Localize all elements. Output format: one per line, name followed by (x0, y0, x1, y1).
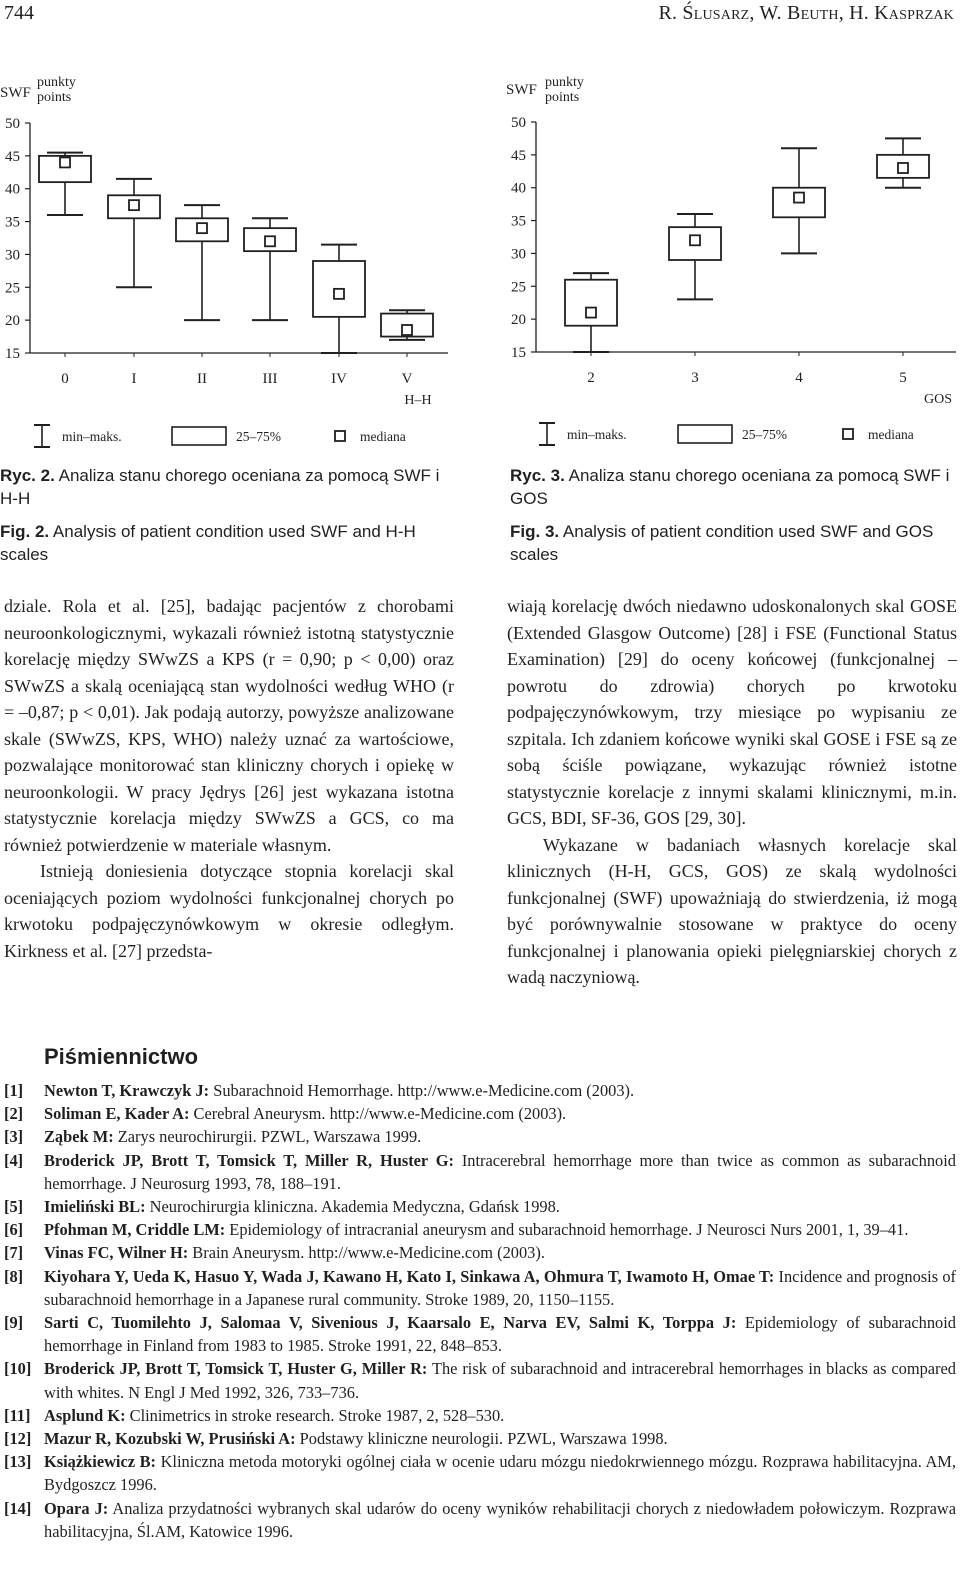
legend-iqr-symbol (678, 425, 732, 443)
y-tick-label: 20 (5, 313, 20, 330)
reference-item (4, 1497, 956, 1543)
legend-iqr-label: 25–75% (236, 429, 281, 444)
reference-citation: Brain Aneurysm. http://www.e-Medicine.com (2003). (188, 1243, 545, 1263)
references-list (4, 1079, 956, 1543)
reference-authors: Newton T, Krawczyk J: (44, 1081, 210, 1100)
y-tick-label: 50 (5, 116, 20, 132)
reference-text (44, 1241, 956, 1264)
legend-median-label: mediana (360, 429, 406, 444)
y-tick-label: 40 (5, 181, 20, 198)
reference-item (4, 1404, 956, 1427)
figure-3-caption-en-text: Analysis of patient condition used SWF and GOS scales (510, 522, 934, 564)
reference-item (4, 1357, 956, 1403)
median-marker (129, 200, 139, 210)
y-tick-label: 25 (5, 280, 20, 297)
reference-number: [12] (4, 1429, 32, 1449)
y-axis-unit-pl: punkty (37, 75, 76, 90)
y-tick-label: 15 (5, 346, 20, 362)
reference-text (44, 1427, 956, 1450)
x-tick-label: I (131, 371, 137, 387)
y-tick-label: 25 (511, 279, 526, 296)
x-axis-label: H–H (404, 393, 432, 408)
x-axis-label: GOS (923, 392, 953, 407)
x-tick-label: II (197, 371, 207, 387)
figure-2-caption-pl-text: Analiza stanu chorego oceniana za pomocą SWF i H-H (0, 466, 440, 508)
body-left-paragraph-2: Istnieją doniesienia dotyczące stopnia korelacji skal oceniających poziom wydolności funkcjonalnej chorych po krwotoku podpajęczynówkowym w okresie odległym. Kirkness et al. [27] przedsta- (4, 861, 454, 961)
reference-authors: Sarti C, Tuomilehto J, Salomaa V, Sivenious J, Kaarsalo E, Narva EV, Salmi K, Torppa J: (44, 1313, 737, 1333)
reference-citation: Clinimetrics in stroke research. Stroke 1987, 2, 528–530. (125, 1405, 505, 1425)
reference-citation: Incidence and prognosis of subarachnoid hemorrhage in a Japanese rural community. Stroke 1989, 20, 1150–1155. (44, 1266, 956, 1309)
y-axis-unit-pl: punkty (545, 75, 584, 90)
x-tick-label: 3 (691, 370, 699, 386)
figure-3-caption-pl (510, 464, 950, 510)
figure-3-caption-pl-label: Ryc. 3. (510, 466, 565, 485)
y-tick-label: 50 (511, 115, 526, 131)
reference-number: [14] (4, 1498, 32, 1518)
page-number: 744 (4, 2, 34, 24)
reference-number: [9] (4, 1313, 24, 1333)
reference-item (4, 1311, 956, 1357)
body-left-paragraph-1: dziale. Rola et al. [25], badając pacjentów z chorobami neuroonkologicznymi, wykazali również istotną statystycznie korelację między SWwZS a KPS (r = 0,90; p < 0,00) oraz SWwZS a skalą oceniającą stan wydolności według WHO (r = –0,87; p < 0,01). Jak podają autorzy, powyższe analizowane skale (SWwZS, KPS, WHO) należy uznać za wartościowe, pozwalające monitorować stan kliniczny chorych i opiekę w neuroonkologii. W pracy Jędrys [26] jest wykazana istotna statystycznie korelacja między SWwZS a GCS, co ma również potwierdzenie w materiale własnym. (4, 596, 454, 855)
reference-item (4, 1241, 956, 1264)
y-tick-label: 45 (511, 147, 526, 164)
reference-authors: Soliman E, Kader A: (44, 1104, 190, 1124)
figure-2-caption-pl (0, 464, 440, 510)
legend-minmax-label: min–maks. (567, 427, 627, 442)
reference-number: [1] (4, 1081, 24, 1100)
reference-text (44, 1357, 956, 1403)
reference-text (44, 1311, 956, 1357)
figure-2-boxplot (0, 70, 460, 450)
reference-authors: Kiyohara Y, Ueda K, Hasuo Y, Wada J, Kawano H, Kato I, Sinkawa A, Ohmura T, Iwamoto H, Omae T: (44, 1266, 775, 1286)
reference-authors: Asplund K: (44, 1405, 126, 1425)
x-tick-label: IV (331, 371, 347, 387)
reference-number: [10] (4, 1359, 32, 1379)
reference-text (44, 1497, 956, 1543)
median-marker (60, 157, 70, 167)
reference-citation: Epidemiology of intracranial aneurysm and subarachnoid hemorrhage. J Neurosci Nurs 2001, 1, 39–41. (225, 1220, 909, 1240)
reference-number: [3] (4, 1127, 24, 1147)
reference-authors: Vinas FC, Wilner H: (44, 1243, 189, 1263)
reference-citation: Zarys neurochirurgii. PZWL, Warszawa 1999. (113, 1127, 422, 1147)
y-axis-unit-en: points (37, 90, 72, 105)
legend-iqr-label: 25–75% (742, 427, 787, 442)
reference-text (44, 1079, 956, 1102)
reference-citation: Cerebral Aneurysm. http://www.e-Medicine.com (2003). (189, 1104, 567, 1124)
figure-2-caption-en-label: Fig. 2. (0, 522, 50, 541)
references-title: Piśmiennictwo (44, 1044, 199, 1069)
y-axis-label: SWF (506, 82, 537, 98)
reference-citation: Analiza przydatności wybranych skal udarów do oceny wyników rehabilitacji chorych z niedowładem połowiczym. Rozprawa habilitacyjna, Śl.AM, Katowice 1996. (44, 1498, 956, 1541)
reference-authors: Mazur R, Kozubski W, Prusiński A: (44, 1429, 296, 1449)
reference-item (4, 1125, 956, 1148)
body-right-paragraph-1: wiają korelację dwóch niedawno udoskonalonych skal GOSE (Extended Glasgow Outcome) [28] i FSE (Functional Status Examination) [29] do oceny końcowej (funkcjonalnej – powrotu do zdrowia) chorych po krwotoku podpajęczynówkowym, trzy miesiące po wypisaniu ze szpitala. Ich zdaniem końcowe wyniki skal GOSE i FSE są ze sobą ściśle powiązane, wykazując również istotne statystycznie korelacje z innymi skalami klinicznymi, m.in. GCS, BDI, SF-36, GOS [29, 30]. (507, 596, 957, 828)
reference-citation: Podstawy kliniczne neurologii. PZWL, Warszawa 1998. (295, 1429, 668, 1449)
reference-item (4, 1450, 956, 1496)
reference-text (44, 1265, 956, 1311)
legend-median-symbol (843, 429, 853, 439)
reference-number: [8] (4, 1266, 24, 1286)
y-tick-label: 45 (5, 148, 20, 165)
figure-3-caption-en-label: Fig. 3. (510, 522, 560, 541)
legend-median-symbol (335, 431, 345, 441)
reference-citation: Epidemiology of subarachnoid hemorrhage in Finland from 1983 to 1985. Stroke 1991, 22, 848–853. (44, 1313, 956, 1356)
legend-iqr-symbol (172, 427, 226, 445)
y-tick-label: 35 (511, 213, 526, 230)
reference-text (44, 1450, 956, 1496)
reference-text (44, 1195, 956, 1218)
reference-citation: The risk of subarachnoid and intracerebral hemorrhages in blacks as compared with whites. N Engl J Med 1992, 326, 733–736. (44, 1359, 956, 1402)
reference-citation: Neurochirurgia kliniczna. Akademia Medyczna, Gdańsk 1998. (145, 1197, 560, 1217)
body-left-column (4, 593, 454, 964)
median-marker (898, 163, 908, 173)
figure-3-boxplot (500, 70, 960, 450)
reference-number: [7] (4, 1243, 24, 1263)
reference-number: [2] (4, 1104, 24, 1124)
y-tick-label: 15 (511, 345, 526, 361)
figure-3-caption-pl-text: Analiza stanu chorego oceniana za pomocą SWF i GOS (510, 466, 950, 508)
median-marker (690, 235, 700, 245)
reference-citation: Intracerebral hemorrhage more than twice as common as subarachnoid hemorrhage. J Neurosurg 1993, 78, 188–191. (44, 1150, 956, 1193)
reference-authors: Ząbek M: (44, 1127, 114, 1147)
reference-number: [6] (4, 1220, 24, 1240)
reference-text (44, 1149, 956, 1195)
y-tick-label: 30 (511, 246, 526, 263)
reference-item (4, 1102, 956, 1125)
figure-2-caption-pl-label: Ryc. 2. (0, 466, 55, 485)
median-marker (265, 236, 275, 246)
reference-text (44, 1404, 956, 1427)
figure-2-caption-en (0, 520, 440, 566)
reference-number: [5] (4, 1197, 24, 1217)
reference-citation: Kliniczna metoda motoryki ogólnej ciała w ocenie udaru mózgu niedokrwiennego mózgu. Rozprawa habilitacyjna. AM, Bydgoszcz 1996. (44, 1452, 956, 1495)
reference-item (4, 1149, 956, 1195)
reference-item (4, 1427, 956, 1450)
x-tick-label: V (401, 371, 413, 387)
reference-text (44, 1102, 956, 1125)
figure-3-caption-en (510, 520, 950, 566)
legend-minmax-label: min–maks. (62, 429, 122, 444)
legend-median-label: mediana (868, 427, 914, 442)
median-marker (197, 223, 207, 233)
body-right-paragraph-2: Wykazane w badaniach własnych korelacje skal klinicznych (H-H, GCS, GOS) ze skalą wydolności funkcjonalnej (SWF) upoważniają do stwierdzenia, iż mogą być porównywalnie stosowane w praktyce do oceny funkcjonalnej i planowania opieki pielęgniarskiej chorych z wadą naczyniową. (507, 834, 957, 987)
body-right-column (507, 593, 957, 991)
x-tick-label: 4 (795, 370, 803, 386)
x-tick-label: 0 (61, 371, 69, 387)
y-tick-label: 30 (5, 247, 20, 264)
x-tick-label: III (262, 371, 278, 387)
y-axis-unit-en: points (545, 90, 580, 105)
reference-item (4, 1079, 956, 1102)
reference-authors: Książkiewicz B: (44, 1452, 156, 1472)
median-marker (586, 308, 596, 318)
reference-authors: Broderick JP, Brott T, Tomsick T, Miller R, Huster G: (44, 1150, 454, 1170)
y-tick-label: 20 (511, 312, 526, 329)
figure-2-caption-en-text: Analysis of patient condition used SWF and H-H scales (0, 522, 416, 564)
reference-item (4, 1218, 956, 1241)
reference-authors: Imieliński BL: (44, 1197, 146, 1217)
reference-citation: Subarachnoid Hemorrhage. http://www.e-Medicine.com (2003). (209, 1081, 635, 1100)
y-tick-label: 35 (5, 214, 20, 231)
x-tick-label: 2 (587, 370, 595, 386)
reference-authors: Pfohman M, Criddle LM: (44, 1220, 226, 1240)
reference-authors: Broderick JP, Brott T, Tomsick T, Huster G, Miller R: (44, 1359, 428, 1379)
median-marker (334, 289, 344, 299)
running-head-authors: R. Ślusarz, W. Beuth, H. Kasprzak (658, 2, 954, 24)
reference-item (4, 1265, 956, 1311)
reference-item (4, 1195, 956, 1218)
reference-number: [11] (4, 1405, 31, 1425)
y-tick-label: 40 (511, 180, 526, 197)
reference-authors: Opara J: (44, 1498, 109, 1518)
reference-number: [4] (4, 1150, 24, 1170)
iqr-box (565, 280, 617, 326)
median-marker (794, 193, 804, 203)
reference-text (44, 1218, 956, 1241)
y-axis-label: SWF (0, 85, 31, 101)
x-tick-label: 5 (899, 370, 907, 386)
reference-text (44, 1125, 956, 1148)
median-marker (402, 325, 412, 335)
reference-number: [13] (4, 1452, 32, 1472)
